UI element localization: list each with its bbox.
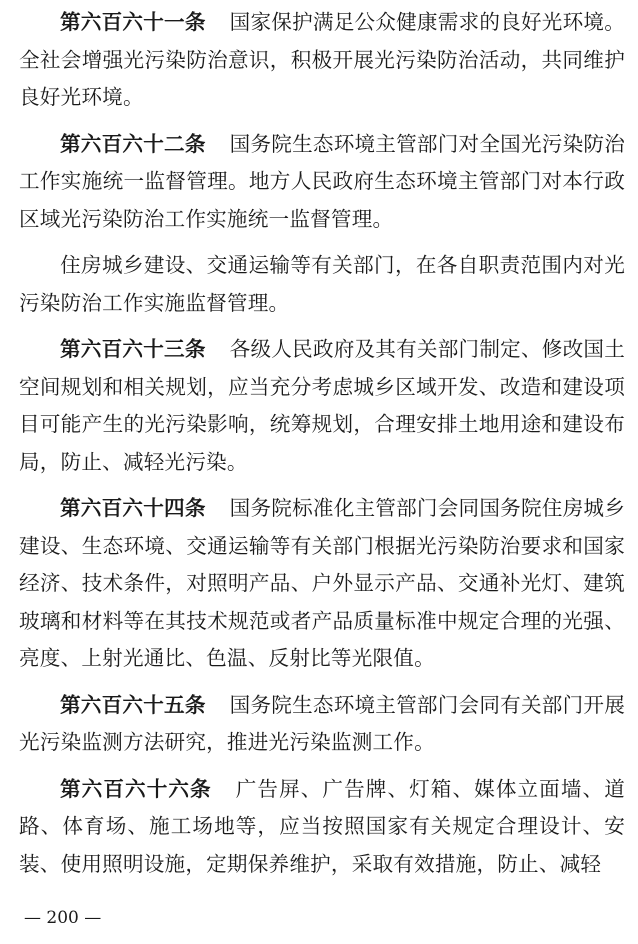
article-label: 第六百六十五条 <box>60 692 206 717</box>
article-label: 第六百六十六条 <box>60 776 212 801</box>
article-text: 国务院生态环境主管部门对全国光污染防治工作实施统一监督管理。地方人民政府生态环境主管部门对本行政区域光污染防治工作实施统一监督管理。 <box>19 131 625 231</box>
document-page <box>19 4 625 892</box>
article-label: 第六百六十三条 <box>60 337 206 361</box>
article-label: 第六百六十一条 <box>60 10 206 34</box>
article-663 <box>19 331 625 481</box>
article-label: 第六百六十四条 <box>60 496 206 520</box>
article-664 <box>19 490 625 678</box>
article-661 <box>19 4 625 117</box>
page-number: — 200 — <box>24 908 102 928</box>
article-text: 国务院生态环境主管部门会同有关部门开展光污染监测方法研究，推进光污染监测工作。 <box>19 692 625 754</box>
article-666 <box>19 771 625 884</box>
article-662 <box>19 126 625 239</box>
article-662-clause-2 <box>19 247 625 322</box>
article-text: 国务院标准化主管部门会同国务院住房城乡建设、生态环境、交通运输等有关部门根据光污染防治要求和国家经济、技术条件，对照明产品、户外显示产品、交通补光灯、建筑玻璃和材料等在其技术规范或者产品质量标准中规定合理的光强、亮度、上射光通比、色温、反射比等光限值。 <box>19 496 625 670</box>
article-665 <box>19 687 625 762</box>
article-text: 住房城乡建设、交通运输等有关部门，在各自职责范围内对光污染防治工作实施监督管理。 <box>19 253 625 315</box>
article-label: 第六百六十二条 <box>60 131 206 156</box>
article-text: 国家保护满足公众健康需求的良好光环境。全社会增强光污染防治意识，积极开展光污染防治活动，共同维护良好光环境。 <box>19 10 625 109</box>
article-text: 广告屏、广告牌、灯箱、媒体立面墙、道路、体育场、施工场地等，应当按照国家有关规定合理设计、安装、使用照明设施，定期保养维护，采取有效措施，防止、减轻 <box>19 776 625 876</box>
article-text: 各级人民政府及其有关部门制定、修改国土空间规划和相关规划，应当充分考虑城乡区域开发、改造和建设项目可能产生的光污染影响，统筹规划，合理安排土地用途和建设布局，防止、减轻光污染。 <box>19 337 625 474</box>
